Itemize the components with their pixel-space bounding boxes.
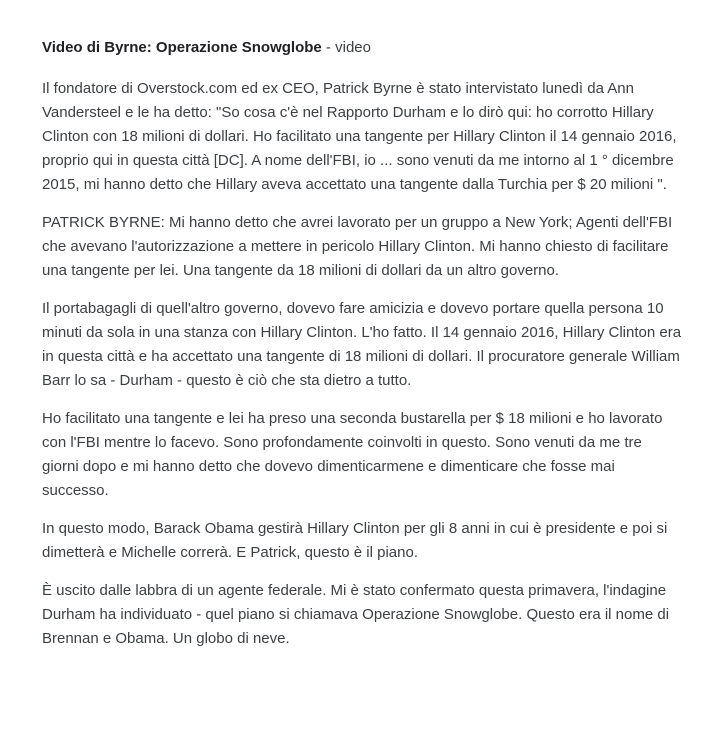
paragraph-bribe-details: Il portabagagli di quell'altro governo, dovevo fare amicizia e dovevo portare quella persona 10 minuti da sola in una stanza con Hillary Clinton. L'ho fatto. Il 14 gennaio 2016, Hillary Clinton era in questa città e ha accettato una tangente di 18 milioni di dollari. Il procuratore generale William Barr lo sa - Durham - questo è ciò che sta dietro a tutto. <box>42 300 682 389</box>
content-type-label: video <box>335 39 371 56</box>
title-separator: - <box>321 39 336 56</box>
paragraph-second-bribe: Ho facilitato una tangente e lei ha preso una seconda bustarella per $ 18 milioni e ho lavorato con l'FBI mentre lo facevo. Sono profondamente coinvolti in questo. Sono venuti da me tre giorni dopo e mi hanno detto che dovevo dimenticarmene e dimenticare che fosse mai successo. <box>42 410 663 499</box>
article <box>42 38 682 665</box>
paragraph-intro: Il fondatore di Overstock.com ed ex CEO, Patrick Byrne è stato intervistato lunedì da Ann Vandersteel e le ha detto: "So cosa c'è nel Rapporto Durham e lo dirò qui: ho corrotto Hillary Clinton con 18 milioni di dollari. Ho facilitato una tangente per Hillary Clinton il 14 gennaio 2016, proprio qui in questa città [DC]. A nome dell'FBI, io ... sono venuti da me intorno al 1 ° dicembre 2015, mi hanno detto che Hillary aveva accettato una tangente dalla Turchia per $ 20 milioni ". <box>42 80 677 193</box>
article-title: Video di Byrne: Operazione Snowglobe <box>42 39 322 56</box>
paragraph-snowglobe: È uscito dalle labbra di un agente federale. Mi è stato confermato questa primavera, l'indagine Durham ha individuato - quel piano si chiamava Operazione Snowglobe. Questo era il nome di Brennan e Obama. Un globo di neve. <box>42 582 670 647</box>
paragraph-byrne-quote: PATRICK BYRNE: Mi hanno detto che avrei lavorato per un gruppo a New York; Agenti dell'FBI che avevano l'autorizzazione a mettere in pericolo Hillary Clinton. Mi hanno chiesto di facilitare una tangente per lei. Una tangente da 18 milioni di dollari da un altro governo. <box>42 214 673 279</box>
article-header <box>42 38 682 58</box>
paragraph-plan: In questo modo, Barack Obama gestirà Hillary Clinton per gli 8 anni in cui è presidente e poi si dimetterà e Michelle correrà. E Patrick, questo è il piano. <box>42 520 668 561</box>
